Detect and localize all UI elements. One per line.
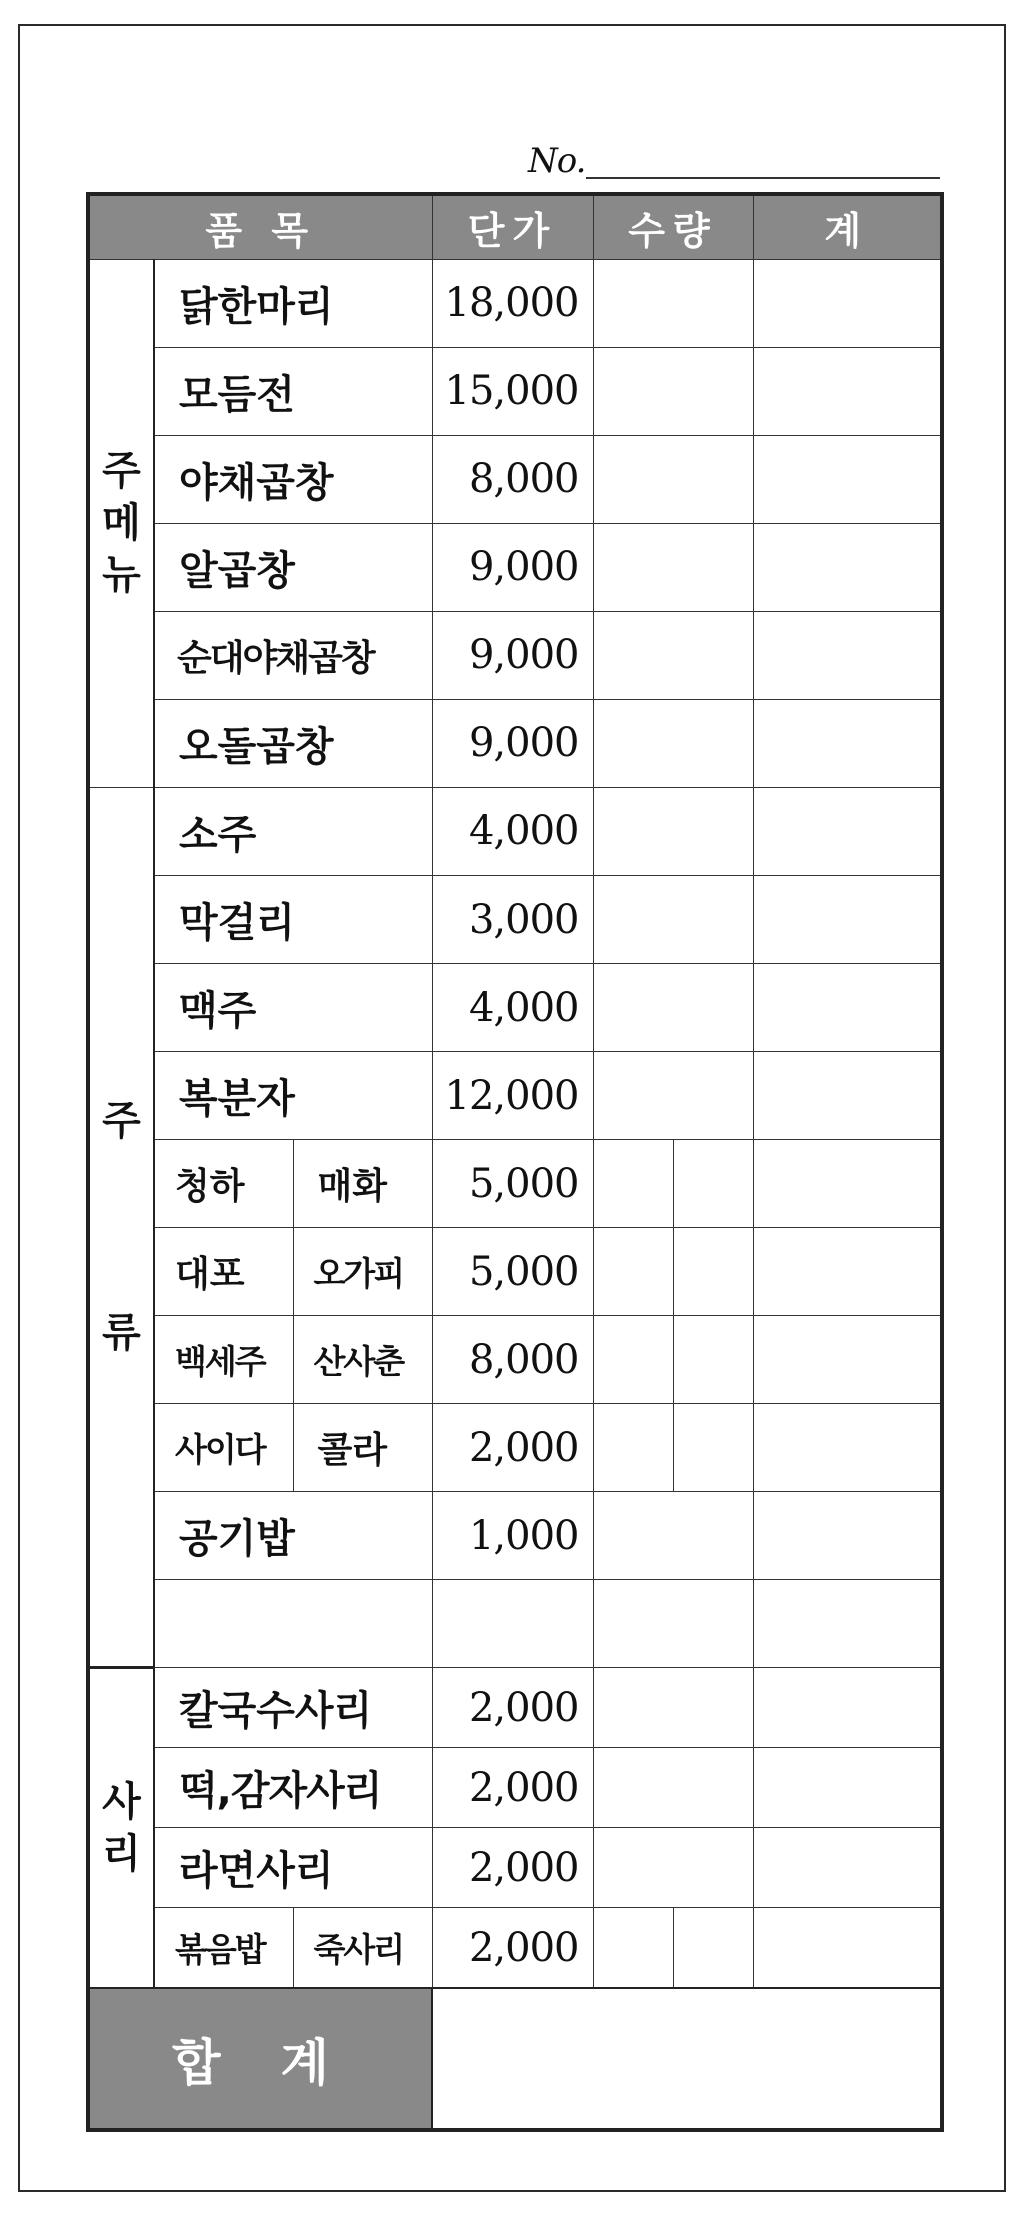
item-name-b: 콜라 xyxy=(293,1404,432,1492)
item-name-b: 죽사리 xyxy=(293,1908,432,1988)
qty-cell[interactable] xyxy=(593,699,753,787)
table-row xyxy=(88,435,942,523)
blank-item-cell[interactable] xyxy=(154,1580,432,1668)
item-name: 알곱창 xyxy=(154,523,432,611)
item-price: 8,000 xyxy=(432,1316,593,1404)
item-name-b: 산사춘 xyxy=(293,1316,432,1404)
qty-cell[interactable] xyxy=(593,875,753,963)
table-row xyxy=(88,1404,942,1492)
table-row xyxy=(88,1140,942,1228)
qty-cell[interactable] xyxy=(593,347,753,435)
header-price: 단가 xyxy=(432,194,593,259)
category-main-menu: 주 메 뉴 xyxy=(88,259,154,787)
item-name: 공기밥 xyxy=(154,1492,432,1580)
qty-cell-a[interactable] xyxy=(593,1404,673,1492)
table-row xyxy=(88,1828,942,1908)
qty-cell[interactable] xyxy=(593,787,753,875)
qty-cell-b[interactable] xyxy=(673,1404,753,1492)
table-row xyxy=(88,875,942,963)
item-price: 2,000 xyxy=(432,1668,593,1748)
qty-cell-b[interactable] xyxy=(673,1316,753,1404)
total-cell[interactable] xyxy=(753,611,942,699)
total-cell[interactable] xyxy=(753,875,942,963)
total-cell[interactable] xyxy=(753,1908,942,1988)
table-row xyxy=(88,1668,942,1748)
item-name-b: 매화 xyxy=(293,1140,432,1228)
grand-total-row xyxy=(88,1988,942,2130)
item-price: 12,000 xyxy=(432,1052,593,1140)
item-price: 1,000 xyxy=(432,1492,593,1580)
item-price: 2,000 xyxy=(432,1908,593,1988)
item-name: 야채곱창 xyxy=(154,435,432,523)
item-name: 닭한마리 xyxy=(154,259,432,347)
total-cell[interactable] xyxy=(753,964,942,1052)
qty-cell[interactable] xyxy=(593,1052,753,1140)
item-name: 칼국수사리 xyxy=(154,1668,432,1748)
item-name: 소주 xyxy=(154,787,432,875)
total-cell[interactable] xyxy=(753,1140,942,1228)
item-price: 5,000 xyxy=(432,1228,593,1316)
grand-total-cell[interactable] xyxy=(432,1988,942,2130)
header-total: 계 xyxy=(753,194,942,259)
table-row xyxy=(88,1492,942,1580)
qty-cell-a[interactable] xyxy=(593,1228,673,1316)
total-cell[interactable] xyxy=(753,259,942,347)
total-cell[interactable] xyxy=(753,1052,942,1140)
table-row xyxy=(88,1228,942,1316)
item-price: 4,000 xyxy=(432,964,593,1052)
total-cell[interactable] xyxy=(753,1580,942,1668)
table-row xyxy=(88,259,942,347)
item-price: 5,000 xyxy=(432,1140,593,1228)
table-row xyxy=(88,699,942,787)
total-cell[interactable] xyxy=(753,1828,942,1908)
item-name: 복분자 xyxy=(154,1052,432,1140)
total-cell[interactable] xyxy=(753,435,942,523)
item-name: 떡,감자사리 xyxy=(154,1748,432,1828)
qty-cell[interactable] xyxy=(593,435,753,523)
total-cell[interactable] xyxy=(753,1316,942,1404)
table-row xyxy=(88,1316,942,1404)
header-item: 품 목 xyxy=(88,194,432,259)
item-price: 2,000 xyxy=(432,1828,593,1908)
item-price: 9,000 xyxy=(432,611,593,699)
order-number-label: No. xyxy=(528,141,586,181)
qty-cell[interactable] xyxy=(593,1748,753,1828)
qty-cell-b[interactable] xyxy=(673,1908,753,1988)
item-price: 3,000 xyxy=(432,875,593,963)
grand-total-label: 합계 xyxy=(88,1988,432,2130)
table-row-blank xyxy=(88,1580,942,1668)
table-row xyxy=(88,787,942,875)
qty-cell[interactable] xyxy=(593,611,753,699)
item-name: 막걸리 xyxy=(154,875,432,963)
total-cell[interactable] xyxy=(753,699,942,787)
total-cell[interactable] xyxy=(753,1228,942,1316)
qty-cell[interactable] xyxy=(593,1580,753,1668)
item-name-a: 백세주 xyxy=(154,1316,293,1404)
qty-cell[interactable] xyxy=(593,259,753,347)
item-name-a: 사이다 xyxy=(154,1404,293,1492)
item-price: 18,000 xyxy=(432,259,593,347)
table-row xyxy=(88,611,942,699)
table-row xyxy=(88,1748,942,1828)
table-row xyxy=(88,964,942,1052)
item-name: 순대야채곱창 xyxy=(154,611,432,699)
item-name-a: 청하 xyxy=(154,1140,293,1228)
qty-cell-a[interactable] xyxy=(593,1316,673,1404)
item-price: 4,000 xyxy=(432,787,593,875)
item-name-a: 볶음밥 xyxy=(154,1908,293,1988)
item-price: 15,000 xyxy=(432,347,593,435)
item-name: 모듬전 xyxy=(154,347,432,435)
total-cell[interactable] xyxy=(753,347,942,435)
qty-cell[interactable] xyxy=(593,1828,753,1908)
item-name: 오돌곱창 xyxy=(154,699,432,787)
total-cell[interactable] xyxy=(753,523,942,611)
item-name: 맥주 xyxy=(154,964,432,1052)
total-cell[interactable] xyxy=(753,1404,942,1492)
blank-price-cell[interactable] xyxy=(432,1580,593,1668)
item-price: 8,000 xyxy=(432,435,593,523)
item-price: 2,000 xyxy=(432,1748,593,1828)
category-sari: 사 리 xyxy=(88,1668,154,1988)
item-price: 2,000 xyxy=(432,1404,593,1492)
order-number xyxy=(528,135,940,185)
qty-cell[interactable] xyxy=(593,964,753,1052)
qty-cell[interactable] xyxy=(593,1492,753,1580)
total-cell[interactable] xyxy=(753,787,942,875)
qty-cell[interactable] xyxy=(593,1668,753,1748)
qty-cell[interactable] xyxy=(593,523,753,611)
category-drinks: 주 류 xyxy=(88,787,154,1667)
total-cell[interactable] xyxy=(753,1748,942,1828)
order-number-field[interactable] xyxy=(586,177,940,179)
header-qty: 수량 xyxy=(593,194,753,259)
qty-cell-a[interactable] xyxy=(593,1140,673,1228)
header-row xyxy=(88,194,942,259)
item-price: 9,000 xyxy=(432,699,593,787)
table-row xyxy=(88,1052,942,1140)
table-row xyxy=(88,1908,942,1988)
qty-cell-b[interactable] xyxy=(673,1140,753,1228)
qty-cell-a[interactable] xyxy=(593,1908,673,1988)
qty-cell-b[interactable] xyxy=(673,1228,753,1316)
order-table xyxy=(86,192,944,2132)
table-row xyxy=(88,523,942,611)
item-name-a: 대포 xyxy=(154,1228,293,1316)
table-row xyxy=(88,347,942,435)
total-cell[interactable] xyxy=(753,1492,942,1580)
item-price: 9,000 xyxy=(432,523,593,611)
item-name-b: 오가피 xyxy=(293,1228,432,1316)
total-cell[interactable] xyxy=(753,1668,942,1748)
item-name: 라면사리 xyxy=(154,1828,432,1908)
